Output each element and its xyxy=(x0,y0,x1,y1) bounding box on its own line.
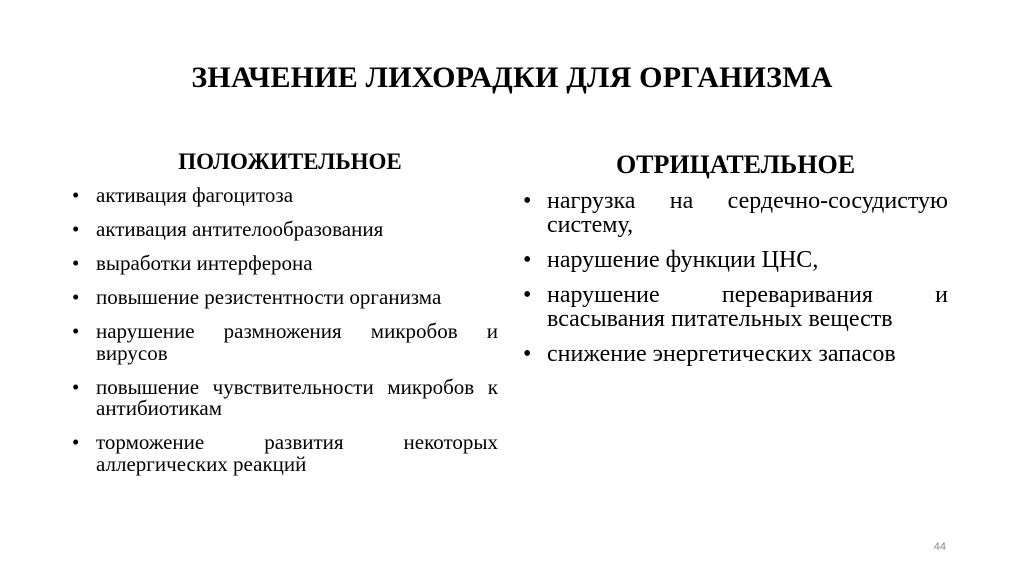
list-item xyxy=(72,185,498,207)
bullet-icon: • xyxy=(72,285,80,309)
list-item-text: выработки интерферона xyxy=(96,251,313,275)
bullet-icon: • xyxy=(72,183,80,207)
list-item xyxy=(72,374,498,420)
list-item xyxy=(72,321,498,364)
list-item-text: активация фагоцитоза xyxy=(96,183,294,207)
list-item xyxy=(523,189,948,237)
list-item-text: нарушение размножения микробов и вирусов xyxy=(96,319,498,365)
bullet-icon: • xyxy=(72,217,80,241)
list-item xyxy=(523,342,948,366)
bullet-icon: • xyxy=(72,374,80,399)
list-item-text: нарушение функции ЦНС, xyxy=(547,247,819,273)
list-item-text: нарушение переваривания и всасывания питательных веществ xyxy=(547,282,948,332)
list-item xyxy=(72,253,498,275)
list-item-text: торможение развития некоторых аллергических реакций xyxy=(96,430,498,476)
bullet-icon: • xyxy=(72,430,80,454)
bullet-icon: • xyxy=(523,282,532,308)
positive-list xyxy=(72,185,498,488)
negative-heading: ОТРИЦАТЕЛЬНОЕ xyxy=(615,150,856,179)
list-item-text: повышение резистентности организма xyxy=(96,285,442,309)
negative-list xyxy=(523,189,948,377)
list-item-text: активация антителообразования xyxy=(96,217,384,241)
bullet-icon: • xyxy=(72,251,80,275)
list-item xyxy=(72,219,498,241)
bullet-icon: • xyxy=(72,319,80,343)
bullet-icon: • xyxy=(523,247,532,273)
positive-heading: ПОЛОЖИТЕЛЬНОЕ xyxy=(178,149,402,174)
list-item xyxy=(523,248,948,272)
bullet-icon: • xyxy=(523,341,532,367)
list-item xyxy=(72,287,498,309)
page-number: 44 xyxy=(933,541,946,553)
list-item-text: повышение чувствительности микробов к антибиотикам xyxy=(96,374,498,420)
list-item xyxy=(72,432,498,475)
list-item-text: снижение энергетических запасов xyxy=(547,341,896,367)
list-item-text: нагрузка на сердечно-сосудистую систему, xyxy=(547,188,948,238)
bullet-icon: • xyxy=(523,188,532,214)
list-item xyxy=(523,283,948,331)
slide-title: ЗНАЧЕНИЕ ЛИХОРАДКИ ДЛЯ ОРГАНИЗМА xyxy=(191,61,833,94)
